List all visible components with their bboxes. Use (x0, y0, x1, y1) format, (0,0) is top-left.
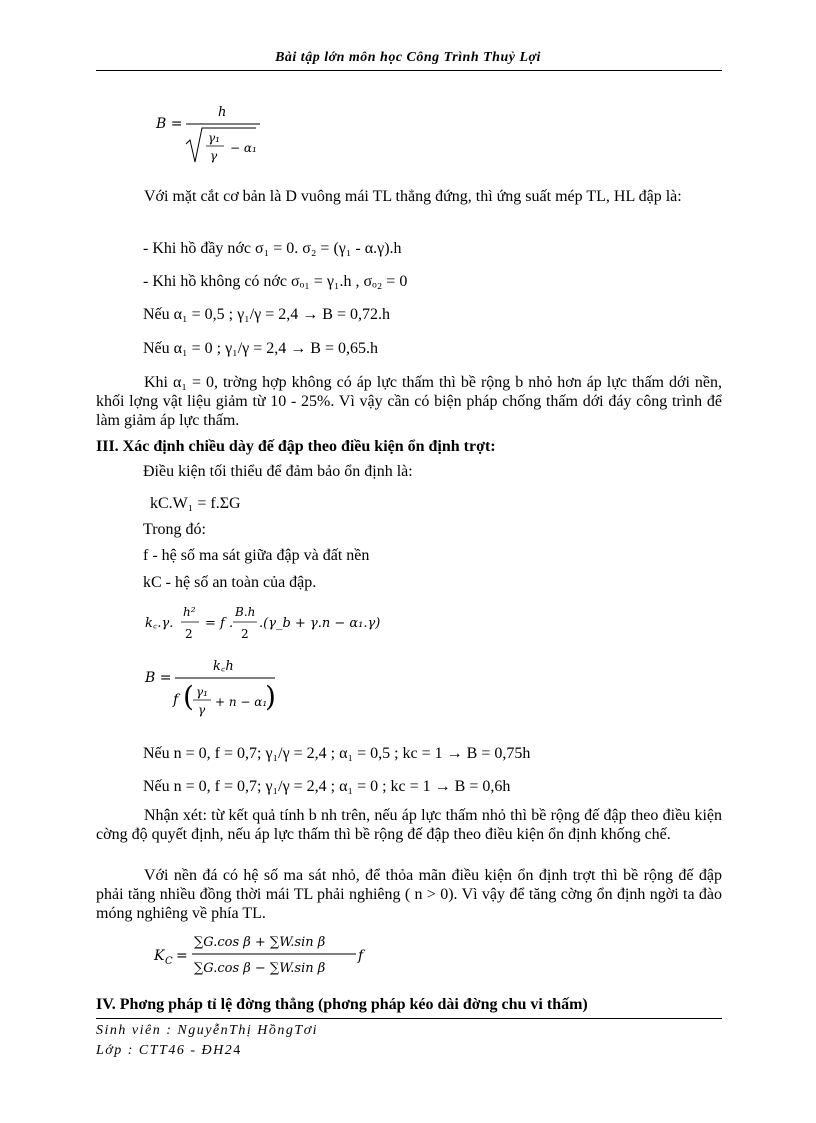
svg-text:B.h: B.h (235, 605, 256, 619)
line-empty-reservoir: - Khi hồ không có nớc σₒ₁ = γ₁.h , σₒ₂ = 0 (143, 273, 408, 290)
svg-text:C: C (165, 956, 173, 967)
svg-text:∑G.cos β − ∑W.sin β: ∑G.cos β − ∑W.sin β (194, 961, 326, 976)
svg-text:k꜀.γ.: k꜀.γ. (145, 616, 174, 631)
footer-rule (96, 1018, 722, 1019)
svg-text:γ₁: γ₁ (196, 685, 208, 699)
svg-text:f: f (358, 948, 364, 964)
svg-text:K: K (154, 948, 165, 964)
svg-text:B =: B = (156, 116, 183, 132)
line-full-reservoir: - Khi hồ đầy nớc σ₁ = 0. σ₂ = (γ₁ - α.γ).h (143, 240, 402, 257)
svg-text:γ₁: γ₁ (208, 131, 220, 145)
line-case-3: Nếu n = 0, f = 0,7; γ₁/γ = 2,4 ; α₁ = 0,5 ; kc = 1 → B = 0,75h (143, 745, 531, 762)
svg-text:f: f (173, 692, 179, 708)
formula-b-sqrt (150, 100, 260, 170)
svg-text:= f .: = f . (205, 616, 234, 631)
page-number: 4 (233, 1043, 242, 1058)
paragraph-seepage: Khi α₁ = 0, trờng hợp không có áp lực thấm thì bề rộng b nhỏ hơn áp lực thấm dới nền, khối lợng vật liệu giảm từ 10 - 25%. Vì vậy cần có biện pháp chống thấm dới đáy công trình để làm giảm áp lực thấm. (96, 374, 722, 429)
svg-text:− α₁: − α₁ (230, 141, 257, 155)
section-heading-iv: IV. Phơng pháp tỉ lệ đờng thẳng (phơng pháp kéo dài đờng chu vi thấm) (96, 996, 588, 1013)
svg-text:∑G.cos β + ∑W.sin β: ∑G.cos β + ∑W.sin β (194, 935, 326, 950)
svg-text:2: 2 (241, 627, 249, 641)
line-case-2: Nếu α₁ = 0 ; γ₁/γ = 2,4 → B = 0,65.h (143, 340, 378, 357)
paragraph-remark: Nhận xét: từ kết quả tính b nh trên, nếu áp lực thấm nhỏ thì bề rộng đế đập theo điều kiện cờng độ quyết định, nếu áp lực thấm thì bề rộng đế đập theo điều kiện ổn định khống chế. (96, 807, 722, 843)
header-rule (96, 70, 722, 71)
svg-text:h: h (218, 105, 227, 120)
svg-text:(: ( (183, 680, 194, 713)
svg-text:): ) (265, 680, 276, 713)
svg-text:2: 2 (185, 627, 193, 641)
paragraph-rock-foundation: Với nền đá có hệ số ma sát nhỏ, để thỏa mãn điều kiện ổn định trợt thì bề rộng đế đập phải tăng nhiều đồng thời mái TL phải nghiêng ( n > 0). Vì vậy để tăng cờng ổn định ngời ta đào móng nghiêng về phía TL. (96, 867, 722, 922)
line-condition: Điều kiện tối thiểu để đảm bảo ổn định là: (143, 463, 413, 480)
formula-stability-balance (143, 600, 383, 644)
line-case-4: Nếu n = 0, f = 0,7; γ₁/γ = 2,4 ; α₁ = 0 ; kc = 1 → B = 0,6h (143, 778, 511, 795)
svg-text:B =: B = (145, 670, 172, 686)
footer-class (96, 1043, 242, 1059)
paragraph-stress: Với mặt cắt cơ bản là D vuông mái TL thẳng đứng, thì ứng suất mép TL, HL đập là: (144, 188, 682, 205)
svg-text:γ: γ (210, 149, 218, 163)
svg-text:=: = (176, 948, 188, 964)
formula-b-friction (143, 650, 293, 728)
svg-text:+ n − α₁: + n − α₁ (215, 695, 268, 709)
line-def-f: f - hệ số ma sát giữa đập và đất nền (143, 547, 370, 564)
section-heading-iii: III. Xác định chiều dày đế đập theo điều kiện ổn định trợt: (96, 438, 496, 455)
page-header-title: Bài tập lớn môn học Công Trình Thuỷ Lợi (275, 50, 541, 65)
line-stability-eq: kC.W₁ = f.ΣG (150, 495, 241, 512)
line-case-1: Nếu α₁ = 0,5 ; γ₁/γ = 2,4 → B = 0,72.h (143, 306, 390, 323)
svg-text:.(γ_b + γ.n − α₁.γ): .(γ_b + γ.n − α₁.γ) (259, 616, 381, 631)
svg-text:γ: γ (198, 703, 206, 717)
formula-kc (150, 926, 380, 982)
svg-text:k꜀h: k꜀h (213, 659, 234, 674)
svg-text:h²: h² (183, 605, 196, 619)
footer-student: Sinh viên : NguyễnThị HồngTơi (96, 1023, 319, 1038)
footer-class-text: Lớp : CTT46 - ĐH2 (96, 1043, 234, 1058)
line-def-kc: kC - hệ số an toàn của đập. (143, 574, 317, 591)
line-where: Trong đó: (143, 521, 206, 538)
